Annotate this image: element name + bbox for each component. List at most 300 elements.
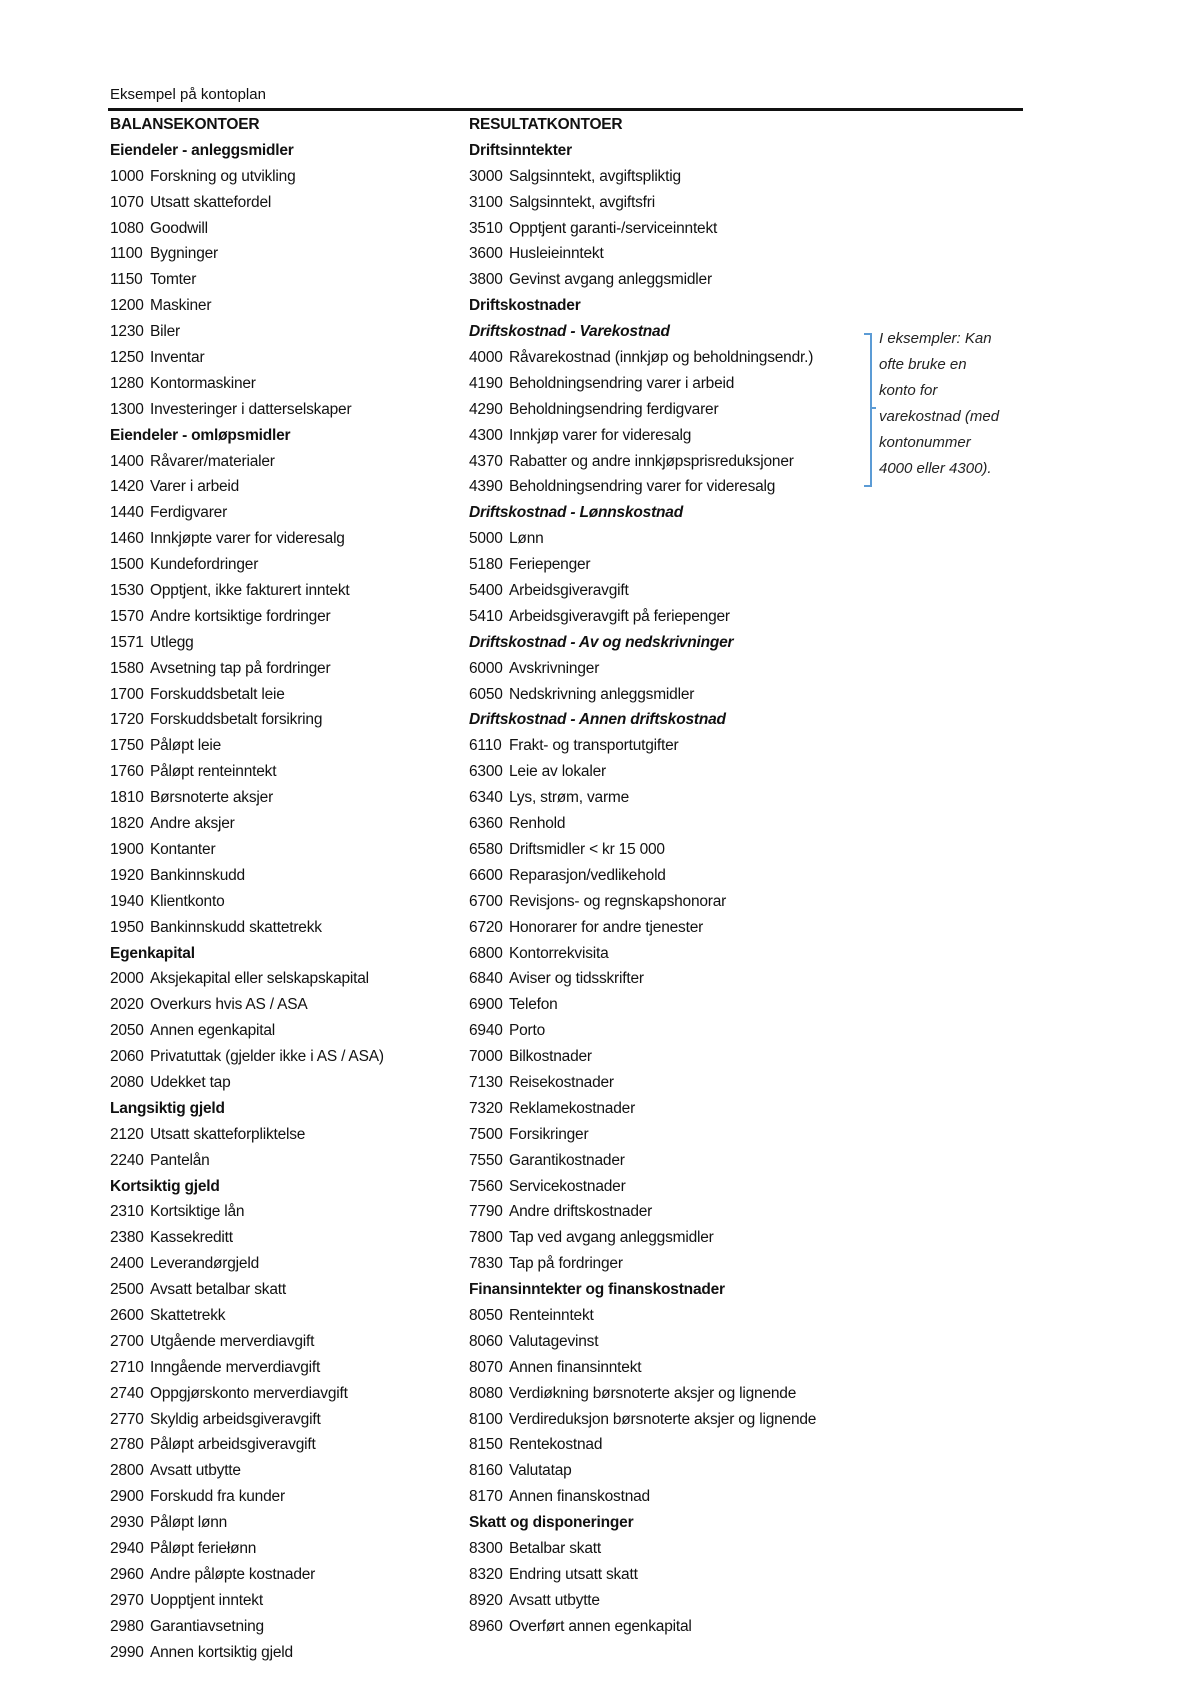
account-name: Porto	[509, 1022, 546, 1040]
account-row	[110, 1251, 460, 1277]
account-number: 2240	[110, 1151, 144, 1169]
section-heading: Finansinntekter og finanskostnader	[469, 1281, 725, 1299]
account-name: Arbeidsgiveravgift	[509, 582, 629, 600]
account-name: Forskuddsbetalt forsikring	[150, 711, 323, 729]
account-row	[110, 707, 460, 733]
account-number: 6940	[469, 1022, 503, 1040]
account-number: 5410	[469, 607, 503, 625]
account-name: Utsatt skattefordel	[150, 193, 272, 211]
account-number: 2800	[110, 1462, 144, 1480]
account-number: 2770	[110, 1410, 144, 1428]
account-number: 7130	[469, 1073, 503, 1091]
account-name: Tap på fordringer	[509, 1255, 623, 1273]
account-name: Telefon	[509, 996, 558, 1014]
account-number: 6600	[469, 866, 503, 884]
account-name: Opptjent garanti-/serviceinntekt	[509, 219, 718, 237]
account-row	[469, 190, 869, 216]
account-name: Annen kortsiktig gjeld	[150, 1643, 293, 1661]
account-row	[469, 656, 869, 682]
account-row	[110, 1044, 460, 1070]
account-name: Nedskrivning anleggsmidler	[509, 685, 695, 703]
account-name: Verdiøkning børsnoterte aksjer og lignende	[509, 1384, 797, 1402]
account-number: 2930	[110, 1514, 144, 1532]
account-name: Kontormaskiner	[150, 374, 256, 392]
account-row	[469, 267, 869, 293]
account-row	[110, 164, 460, 190]
account-name: Andre påløpte kostnader	[150, 1565, 316, 1583]
account-row	[469, 578, 869, 604]
account-row	[469, 837, 869, 863]
account-name: Beholdningsendring ferdigvarer	[509, 400, 719, 418]
account-name: Påløpt leie	[150, 737, 222, 755]
account-number: 1230	[110, 323, 144, 341]
account-row	[110, 1329, 460, 1355]
account-name: Rabatter og andre innkjøpsprisreduksjoner	[509, 452, 794, 470]
account-name: Kontorrekvisita	[509, 944, 609, 962]
account-name: Påløpt arbeidsgiveravgift	[150, 1436, 316, 1454]
account-row	[110, 1277, 460, 1303]
account-number: 1940	[110, 892, 144, 910]
account-number: 1900	[110, 840, 144, 858]
account-row	[110, 863, 460, 889]
account-number: 7830	[469, 1255, 503, 1273]
subsection-heading: Driftskostnad - Varekostnad	[469, 323, 670, 341]
account-name: Lys, strøm, varme	[509, 789, 630, 807]
account-name: Råvarekostnad (innkjøp og beholdningsendr.)	[509, 349, 814, 367]
account-number: 6340	[469, 789, 503, 807]
account-number: 2710	[110, 1358, 144, 1376]
account-number: 8100	[469, 1410, 503, 1428]
account-row	[469, 966, 869, 992]
account-number: 6720	[469, 918, 503, 936]
account-name: Pantelån	[150, 1151, 210, 1169]
account-row	[469, 863, 869, 889]
account-number: 6580	[469, 840, 503, 858]
account-row	[110, 190, 460, 216]
account-row	[469, 1018, 869, 1044]
account-number: 7550	[469, 1151, 503, 1169]
account-row	[469, 1614, 869, 1640]
account-number: 7560	[469, 1177, 503, 1195]
account-number: 6000	[469, 659, 503, 677]
account-name: Skattetrekk	[150, 1306, 226, 1324]
account-name: Leie av lokaler	[509, 763, 606, 781]
account-name: Skyldig arbeidsgiveravgift	[150, 1410, 321, 1428]
account-number: 2970	[110, 1591, 144, 1609]
account-number: 1440	[110, 504, 144, 522]
side-note	[879, 326, 1029, 482]
account-name: Varer i arbeid	[150, 478, 240, 496]
account-name: Valutatap	[509, 1462, 572, 1480]
account-row	[110, 785, 460, 811]
account-row	[469, 1225, 869, 1251]
account-number: 3510	[469, 219, 503, 237]
account-name: Tomter	[150, 271, 197, 289]
account-name: Beholdningsendring varer for videresalg	[509, 478, 776, 496]
account-number: 1720	[110, 711, 144, 729]
account-name: Andre kortsiktige fordringer	[150, 607, 331, 625]
account-row	[110, 1484, 460, 1510]
account-number: 5000	[469, 530, 503, 548]
account-row	[110, 1225, 460, 1251]
account-row	[110, 604, 460, 630]
account-row	[110, 1432, 460, 1458]
account-row	[110, 1122, 460, 1148]
account-row	[469, 1174, 869, 1200]
account-row	[469, 345, 869, 371]
account-name: Driftsmidler < kr 15 000	[509, 840, 665, 858]
account-name: Påløpt feriełønn	[150, 1539, 257, 1557]
account-number: 1100	[110, 245, 143, 263]
account-name: Servicekostnader	[509, 1177, 626, 1195]
account-number: 2700	[110, 1332, 144, 1350]
account-row	[110, 474, 460, 500]
account-number: 1750	[110, 737, 144, 755]
result-accounts-column	[469, 112, 869, 1640]
account-name: Gevinst avgang anleggsmidler	[509, 271, 712, 289]
account-row	[469, 1199, 869, 1225]
subsection-heading: Driftskostnad - Lønnskostnad	[469, 504, 683, 522]
account-number: 8060	[469, 1332, 503, 1350]
account-number: 8080	[469, 1384, 503, 1402]
account-row	[110, 293, 460, 319]
account-row	[469, 1536, 869, 1562]
account-name: Garantikostnader	[509, 1151, 625, 1169]
account-number: 3000	[469, 167, 503, 185]
account-name: Aksjekapital eller selskapskapital	[150, 970, 369, 988]
result-accounts-list	[469, 138, 869, 1640]
account-number: 1530	[110, 582, 144, 600]
account-number: 1700	[110, 685, 144, 703]
account-row	[469, 1148, 869, 1174]
section-heading: Kortsiktig gjeld	[110, 1177, 220, 1195]
account-row	[469, 992, 869, 1018]
account-number: 2400	[110, 1255, 144, 1273]
account-name: Endring utsatt skatt	[509, 1565, 638, 1583]
account-row	[110, 397, 460, 423]
account-row	[110, 682, 460, 708]
account-number: 2310	[110, 1203, 144, 1221]
account-name: Utgående merverdiavgift	[150, 1332, 315, 1350]
account-name: Honorarer for andre tjenester	[509, 918, 704, 936]
account-row	[469, 1432, 869, 1458]
account-row	[469, 526, 869, 552]
account-row	[110, 1614, 460, 1640]
account-row	[110, 811, 460, 837]
account-row	[469, 604, 869, 630]
account-name: Oppgjørskonto merverdiavgift	[150, 1384, 348, 1402]
account-number: 1950	[110, 918, 144, 936]
account-name: Inventar	[150, 349, 205, 367]
account-row	[469, 1355, 869, 1381]
account-number: 2500	[110, 1281, 144, 1299]
account-row	[110, 656, 460, 682]
account-name: Forskudd fra kunder	[150, 1488, 285, 1506]
account-row	[110, 216, 460, 242]
account-row	[469, 474, 869, 500]
account-number: 6700	[469, 892, 503, 910]
account-number: 8920	[469, 1591, 503, 1609]
account-name: Bankinnskudd	[150, 866, 245, 884]
account-name: Kontanter	[150, 840, 216, 858]
account-name: Investeringer i datterselskaper	[150, 400, 352, 418]
account-row	[110, 1588, 460, 1614]
account-number: 4000	[469, 349, 503, 367]
title-rule	[108, 108, 1023, 111]
account-row	[469, 941, 869, 967]
account-row	[110, 889, 460, 915]
section-heading: Egenkapital	[110, 944, 195, 962]
account-name: Goodwill	[150, 219, 208, 237]
account-name: Udekket tap	[150, 1073, 231, 1091]
account-name: Uopptjent inntekt	[150, 1591, 263, 1609]
account-row	[110, 630, 460, 656]
account-row	[110, 449, 460, 475]
account-name: Salgsinntekt, avgiftspliktig	[509, 167, 681, 185]
account-name: Privatuttak (gjelder ikke i AS / ASA)	[150, 1048, 384, 1066]
account-name: Reklamekostnader	[509, 1099, 636, 1117]
note-line: I eksempler: Kan	[879, 330, 992, 347]
account-number: 2020	[110, 996, 144, 1014]
account-row	[110, 1018, 460, 1044]
account-row	[110, 733, 460, 759]
page-title: Eksempel på kontoplan	[110, 86, 266, 103]
account-name: Annen finanskostnad	[509, 1488, 650, 1506]
account-number: 7790	[469, 1203, 503, 1221]
account-row	[110, 1562, 460, 1588]
account-number: 2050	[110, 1022, 144, 1040]
account-name: Avsatt betalbar skatt	[150, 1281, 286, 1299]
account-number: 3600	[469, 245, 503, 263]
account-name: Kundefordringer	[150, 556, 259, 574]
account-name: Leverandørgjeld	[150, 1255, 260, 1273]
account-row	[110, 1199, 460, 1225]
account-row	[469, 811, 869, 837]
subsection-heading: Driftskostnad - Annen driftskostnad	[469, 711, 726, 729]
account-name: Avskrivninger	[509, 659, 600, 677]
account-number: 8160	[469, 1462, 503, 1480]
account-number: 2980	[110, 1617, 144, 1635]
account-name: Husleieinntekt	[509, 245, 604, 263]
account-row	[469, 1588, 869, 1614]
account-name: Annen egenkapital	[150, 1022, 276, 1040]
account-number: 7320	[469, 1099, 503, 1117]
account-row	[110, 500, 460, 526]
account-number: 8320	[469, 1565, 503, 1583]
account-row	[469, 423, 869, 449]
account-name: Andre driftskostnader	[509, 1203, 653, 1221]
account-row	[110, 1148, 460, 1174]
account-name: Ferdigvarer	[150, 504, 228, 522]
account-row	[110, 992, 460, 1018]
account-name: Forskning og utvikling	[150, 167, 296, 185]
account-name: Bygninger	[150, 245, 218, 263]
account-row	[469, 1251, 869, 1277]
account-row	[469, 1562, 869, 1588]
account-number: 8170	[469, 1488, 503, 1506]
account-number: 1200	[110, 297, 144, 315]
account-number: 1080	[110, 219, 144, 237]
account-number: 4290	[469, 400, 503, 418]
account-number: 1571	[110, 633, 144, 651]
subsection-heading: Driftskostnad - Av og nedskrivninger	[469, 633, 734, 651]
account-name: Bankinnskudd skattetrekk	[150, 918, 322, 936]
account-number: 1760	[110, 763, 144, 781]
account-row	[469, 1329, 869, 1355]
note-bracket	[864, 333, 872, 487]
account-number: 1420	[110, 478, 144, 496]
account-row	[469, 1484, 869, 1510]
account-row	[469, 1096, 869, 1122]
account-name: Andre aksjer	[150, 815, 235, 833]
section-heading: Skatt og disponeringer	[469, 1514, 634, 1532]
section-heading: Langsiktig gjeld	[110, 1099, 225, 1117]
account-name: Beholdningsendring varer i arbeid	[509, 374, 735, 392]
account-number: 2000	[110, 970, 144, 988]
section-heading: Eiendeler - omløpsmidler	[110, 426, 291, 444]
account-name: Utlegg	[150, 633, 194, 651]
account-row	[110, 1070, 460, 1096]
account-number: 3800	[469, 271, 503, 289]
account-number: 2740	[110, 1384, 144, 1402]
account-row	[110, 837, 460, 863]
account-number: 6050	[469, 685, 503, 703]
account-name: Rentekostnad	[509, 1436, 603, 1454]
account-row	[469, 733, 869, 759]
account-number: 2780	[110, 1436, 144, 1454]
account-name: Kortsiktige lån	[150, 1203, 245, 1221]
account-name: Revisjons- og regnskapshonorar	[509, 892, 727, 910]
account-number: 1500	[110, 556, 144, 574]
account-row	[110, 552, 460, 578]
account-row	[469, 1458, 869, 1484]
account-number: 2960	[110, 1565, 144, 1583]
account-row	[469, 241, 869, 267]
account-number: 8960	[469, 1617, 503, 1635]
account-number: 6840	[469, 970, 503, 988]
account-name: Maskiner	[150, 297, 212, 315]
account-number: 1460	[110, 530, 144, 548]
account-row	[110, 578, 460, 604]
account-number: 1570	[110, 607, 144, 625]
note-line: konto for	[879, 382, 938, 399]
account-number: 8150	[469, 1436, 503, 1454]
account-number: 1150	[110, 271, 143, 289]
section-heading: Driftsinntekter	[469, 141, 572, 159]
account-row	[469, 1070, 869, 1096]
account-number: 6900	[469, 996, 503, 1014]
account-row	[110, 241, 460, 267]
account-row	[469, 164, 869, 190]
account-number: 1400	[110, 452, 144, 470]
account-number: 4300	[469, 426, 503, 444]
account-row	[469, 915, 869, 941]
account-row	[469, 216, 869, 242]
account-row	[110, 1536, 460, 1562]
balance-header: BALANSEKONTOER	[110, 116, 260, 133]
account-row	[469, 449, 869, 475]
account-row	[110, 1303, 460, 1329]
account-name: Påløpt lønn	[150, 1514, 228, 1532]
account-row	[110, 1510, 460, 1536]
account-number: 1070	[110, 193, 144, 211]
account-row	[110, 267, 460, 293]
note-line: 4000 eller 4300).	[879, 460, 992, 477]
account-number: 8070	[469, 1358, 503, 1376]
account-row	[110, 371, 460, 397]
account-name: Innkjøpte varer for videresalg	[150, 530, 345, 548]
account-row	[110, 345, 460, 371]
account-name: Overkurs hvis AS / ASA	[150, 996, 308, 1014]
account-name: Feriepenger	[509, 556, 591, 574]
account-name: Betalbar skatt	[509, 1539, 601, 1557]
account-row	[469, 682, 869, 708]
account-row	[110, 759, 460, 785]
account-row	[110, 1458, 460, 1484]
account-number: 8050	[469, 1306, 503, 1324]
account-name: Børsnoterte aksjer	[150, 789, 274, 807]
account-number: 1920	[110, 866, 144, 884]
account-name: Bilkostnader	[509, 1048, 592, 1066]
account-name: Reisekostnader	[509, 1073, 614, 1091]
section-heading: Eiendeler - anleggsmidler	[110, 141, 294, 159]
account-name: Aviser og tidsskrifter	[509, 970, 644, 988]
account-name: Tap ved avgang anleggsmidler	[509, 1229, 714, 1247]
account-name: Innkjøp varer for videresalg	[509, 426, 692, 444]
account-number: 1810	[110, 789, 144, 807]
account-name: Annen finansinntekt	[509, 1358, 642, 1376]
account-number: 7500	[469, 1125, 503, 1143]
account-row	[110, 1381, 460, 1407]
account-name: Salgsinntekt, avgiftsfri	[509, 193, 655, 211]
account-number: 3100	[469, 193, 503, 211]
account-row	[469, 1122, 869, 1148]
account-row	[469, 1303, 869, 1329]
account-number: 2060	[110, 1048, 144, 1066]
balance-accounts-list	[110, 138, 460, 1666]
account-number: 2990	[110, 1643, 144, 1661]
account-name: Renteinntekt	[509, 1306, 594, 1324]
account-name: Renhold	[509, 815, 566, 833]
note-line: kontonummer	[879, 434, 971, 451]
account-number: 1580	[110, 659, 144, 677]
account-number: 4190	[469, 374, 503, 392]
account-row	[110, 966, 460, 992]
account-row	[469, 889, 869, 915]
account-name: Biler	[150, 323, 181, 341]
balance-accounts-column	[110, 112, 460, 1665]
account-row	[469, 759, 869, 785]
account-name: Overført annen egenkapital	[509, 1617, 692, 1635]
account-number: 1300	[110, 400, 144, 418]
account-row	[110, 1407, 460, 1433]
account-row	[469, 1407, 869, 1433]
account-row	[469, 1381, 869, 1407]
account-name: Reparasjon/vedlikehold	[509, 866, 666, 884]
note-bracket-tick	[870, 407, 876, 409]
account-number: 1250	[110, 349, 144, 367]
account-row	[110, 1355, 460, 1381]
account-row	[110, 1640, 460, 1666]
result-header: RESULTATKONTOER	[469, 116, 623, 133]
account-number: 4390	[469, 478, 503, 496]
account-name: Lønn	[509, 530, 544, 548]
account-number: 1820	[110, 815, 144, 833]
account-row	[469, 397, 869, 423]
account-name: Utsatt skatteforpliktelse	[150, 1125, 306, 1143]
account-number: 2080	[110, 1073, 144, 1091]
account-name: Avsatt utbytte	[150, 1462, 241, 1480]
